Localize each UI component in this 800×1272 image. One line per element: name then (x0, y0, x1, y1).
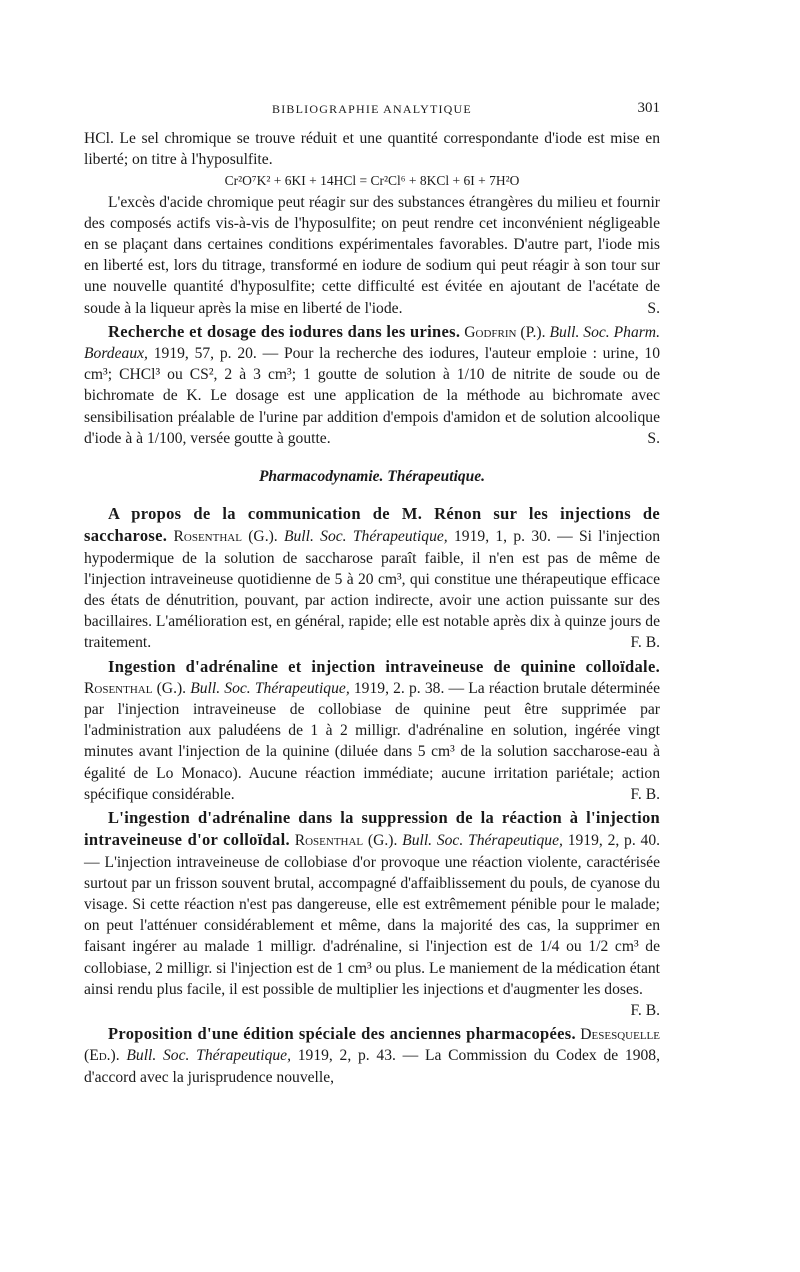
article-body: — Si l'injection hypodermique de la solution de saccharose paraît faible, il n'en est pas de même de l'injection intraveineuse quotidienne de 5 à 20 cm³, qui constitue une thérapeutique efficace des états de dénutrition, pouvant, par action indirecte, avoir une action puissante sur des bacillaires. L'amélioration est, en général, rapide; elle est notable après dix à quinze jours de traitement. (84, 528, 661, 652)
article-author: Desesquelle (Ed.). (84, 1026, 660, 1065)
intro-paragraph (84, 192, 660, 319)
article-journal: Bull. Soc. Pharm. Bordeaux, (84, 323, 660, 363)
intro-continuation: HCl. Le sel chromique se trouve réduit et une quantité correspondante d'iode est mise en liberté; on titre à l'hyposulfite. (84, 130, 660, 169)
article-author: Rosenthal (G.). (84, 679, 187, 697)
section-heading: Pharmacodynamie. Thérapeutique. (258, 468, 486, 486)
article-title: Proposition d'une édition spéciale des anciennes pharmacopées. (108, 1024, 576, 1044)
page-body (84, 128, 660, 1088)
article-author: Rosenthal (G.). (173, 528, 278, 546)
intro-signature: S. (647, 299, 660, 317)
article-body: — La Commission du Codex de 1908, d'accord avec la jurisprudence nouvelle, (84, 1047, 660, 1086)
article-signature: F. B. (630, 1001, 660, 1019)
article-author: Godfrin (P.). (464, 323, 546, 341)
page-number: 301 (637, 100, 660, 116)
article-body: — Pour la recherche des iodures, l'auteur emploie : urine, 10 cm³; CHCl³ ou CS², 2 à 3 cm³; 1 goutte de solution à 1/10 de nitrite de soude ou de bichromate de K. Le dosage est une application de la méthode au bichromate avec sensibilisation préalable de l'urine par addition d'empois d'amidon et de solution alcoolique d'iode à à 1/100, versée goutte à goutte. (84, 345, 660, 447)
article-journal: Bull. Soc. Thérapeutique, (283, 528, 448, 546)
intro-paragraph-text: L'excès d'acide chromique peut réagir sur des substances étrangères du milieu et fournir des composés actifs vis-à-vis de l'hyposulfite; on peut rendre cet inconvénient négligeable en se plaçant dans certaines conditions expérimentales favorables. D'autre part, l'iode mis en liberté est, lors du titrage, transformé en iodure de sodium qui peut réagir à son tour sur une nouvelle quantité d'hyposulfite; cette difficulté est évitée en ajoutant de l'acétate de soude à la liqueur après la mise en liberté de l'iode. (84, 193, 660, 317)
article-body: — L'injection intraveineuse de collobiase d'or provoque une réaction violente, caractérisée surtout par un frisson souvent brutal, accompagné d'affaiblissement du pouls, de cyanose du visage. Si cette réaction n'est pas dangereuse, elle est extrêmement pénible pour le malade; on peut l'atténuer considérablement et même, dans la majorité des cas, la supprimer en faisant ingérer au malade 1 milligr. d'adrénaline, si l'injection est de 1/4 ou 1/2 cm³ de collobiase, 2 milligr. si l'injection est de 1 cm³ ou plus. Le maniement de la médication étant ainsi rendu plus facile, il est possible de multiplier les injections et d'augmenter les doses. (84, 853, 660, 998)
article-recherche-iodures (84, 321, 660, 449)
article-edition-pharmacopees (84, 1023, 660, 1088)
article-title: A propos de la communication de M. Rénon sur les injections de saccharose. (84, 504, 660, 546)
article-signature: S. (647, 429, 660, 447)
article-citation: 1919, 1, p. 30. (447, 528, 551, 546)
article-title: Recherche et dosage des iodures dans les urines. (108, 321, 461, 341)
article-journal: Bull. Soc. Thérapeutique, (402, 832, 563, 850)
chemical-equation: Cr²O⁷K² + 6KI + 14HCl = Cr²Cl⁶ + 8KCl + 6I + 7H²O (224, 173, 520, 189)
article-author: Rosenthal (G.). (294, 832, 398, 850)
article-body: — La réaction brutale déterminée par l'injection intraveineuse de collobiase de quinine peut être supprimée par l'administration aux paludéens de 1 à 2 milligr. d'adrénaline en solution, ingérée vingt minutes avant l'injection de la quinine (diluée dans 5 cm³ de la solution saccharose-eau à égalité de Lo Monaco). Aucune réaction immédiate; aucune irritation pariétale; action spécifique considérable. (84, 679, 661, 803)
running-title: BIBLIOGRAPHIE ANALYTIQUE (272, 102, 472, 116)
article-citation: 1919, 2, p. 40. (562, 832, 661, 850)
running-header (84, 100, 660, 120)
article-citation: 1919, 2, p. 43. (291, 1047, 396, 1065)
article-adrenaline-quinine (84, 656, 660, 805)
article-signature: F. B. (630, 785, 660, 803)
article-adrenaline-or-colloidal (84, 807, 660, 1000)
article-title: Ingestion d'adrénaline et injection intraveineuse de quinine colloïdale. (108, 656, 660, 676)
article-citation: 1919, 2. p. 38. (349, 679, 445, 697)
article-journal: Bull. Soc. Thérapeutique, (126, 1047, 291, 1065)
article-injections-saccharose (84, 503, 660, 653)
article-citation: 1919, 57, p. 20. (147, 345, 257, 363)
article-signature: F. B. (630, 634, 660, 652)
article-title: L'ingestion d'adrénaline dans la suppression de la réaction à l'injection intraveineuse d'or colloïdal. (84, 808, 660, 850)
article-journal: Bull. Soc. Thérapeutique, (190, 679, 350, 697)
